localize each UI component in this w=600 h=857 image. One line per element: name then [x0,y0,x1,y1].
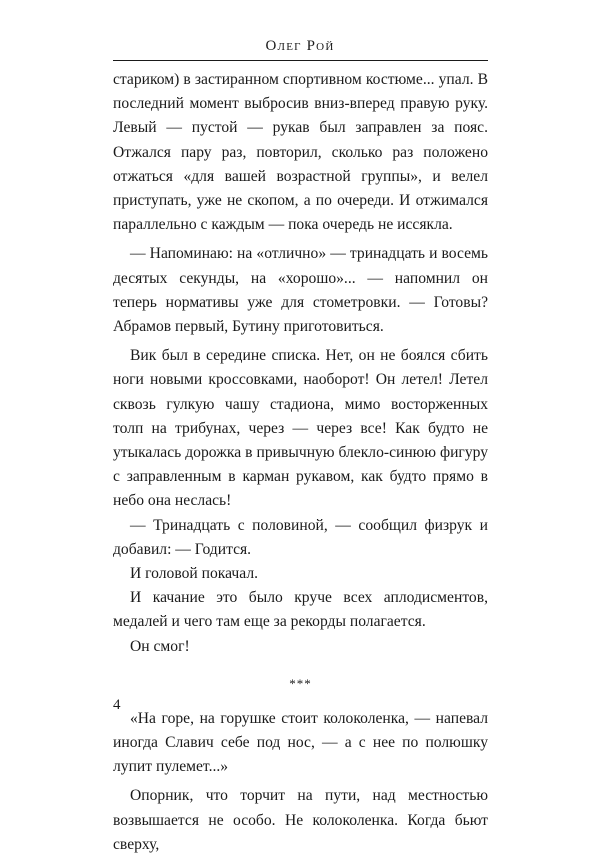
body-text [113,68,488,857]
paragraph: — Тринадцать с половиной, — сообщил физрук и добавил: — Годится. [113,516,488,558]
paragraph: «На горе, на горушке стоит колоколенка, — напевал иногда Славич себе под нос, — а с нее по полюшку лупит пулемет...» [113,709,488,776]
paragraph: Опорник, что торчит на пути, над местностью возвышается не особо. Не колоколенка. Когда бьют сверху, [113,787,488,853]
running-head: Олег Рой [265,38,335,54]
paragraph: — Напоминаю: на «отлично» — тринадцать и восемь десятых секунды, на «хорошо»... — напомнил он теперь нормативы уже для стометровки. — Готовы? Абрамов первый, Бутину приготовиться. [113,245,488,336]
paragraph: Вик был в середине списка. Нет, он не боялся сбить ноги новыми кроссовками, наоборот! Он летел! Летел сквозь гулкую чашу стадиона, мимо восторженных толп на трибунах, через — через все! Как будто не утыкалась дорожка в привычную блекло-синюю фигуру с заправленным в карман рукавом, как будто прямо в небо она неслась! [113,347,488,510]
header-rule [113,60,488,61]
paragraph: стариком) в застиранном спортивном костюме... упал. В последний момент выбросив вниз-вперед правую руку. Левый — пустой — рукав был заправлен за пояс. Отжался пару раз, повторил, сколько раз положено отжаться «для вашей возрастной группы», и велел приступать, уже не скопом, а по очереди. И отжимался параллельно с каждым — пока очередь не иссякла. [113,71,488,234]
page-number: 4 [113,697,121,713]
section-separator: *** [289,675,312,691]
paragraph: И головой покачал. [130,565,258,583]
paragraph: Он смог! [130,637,190,655]
paragraph: И качание это было круче всех аплодисментов, медалей и чего там еще за рекорды полагается. [113,589,488,631]
